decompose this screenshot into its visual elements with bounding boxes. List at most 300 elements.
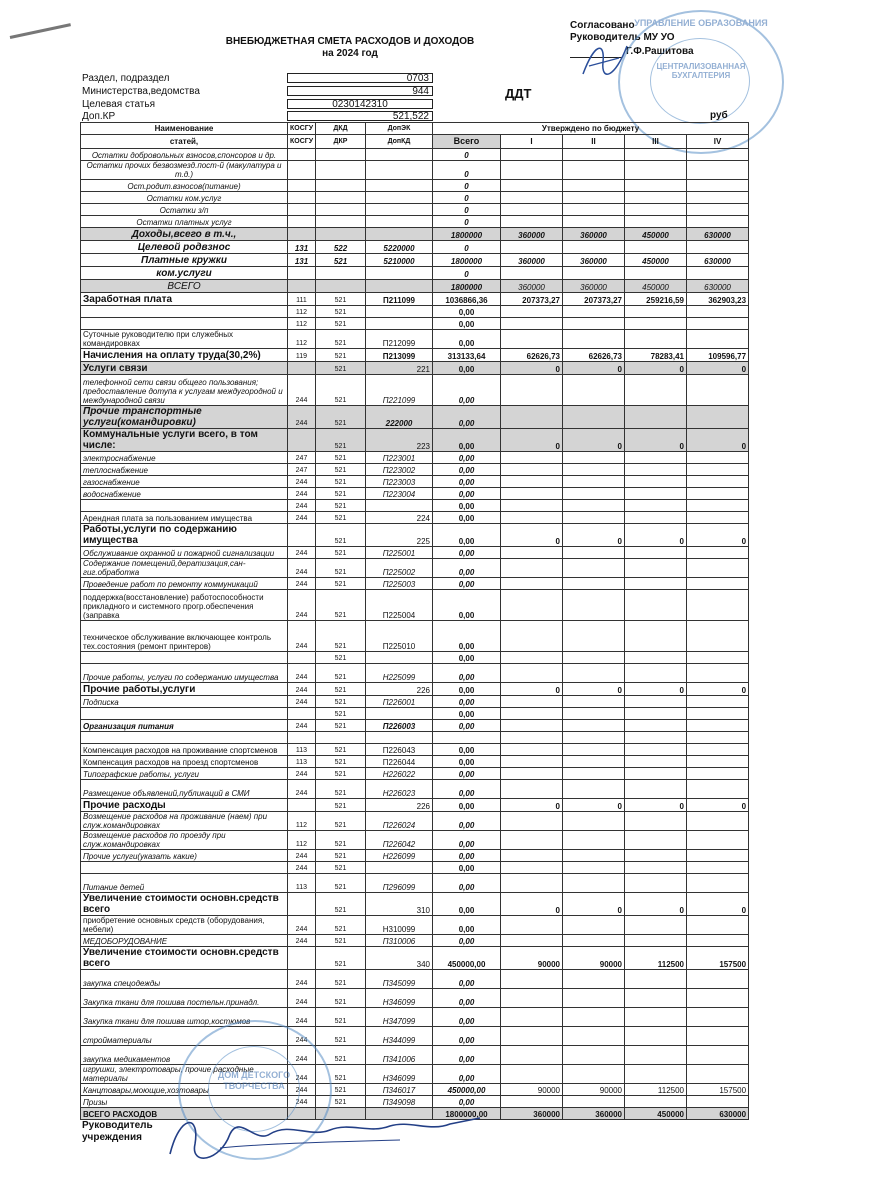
table-row [81,664,749,683]
cell-q3 [625,812,687,831]
cell-kosgu: 112 [288,306,316,318]
cell-q4: 0 [687,683,749,696]
cell-q2 [563,756,625,768]
cell-kosgu: 244 [288,590,316,621]
cell-kosgu [288,708,316,720]
cell-total: 0,00 [433,500,501,512]
stamp-top-inner: ЦЕНТРАЛИЗОВАННАЯ БУХГАЛТЕРИЯ [656,62,746,80]
cell-kosgu [288,180,316,192]
cell-q3 [625,488,687,500]
cell-q2 [563,664,625,683]
cell-total: 0,00 [433,780,501,799]
table-row [81,916,749,935]
cell-dkd: 521 [316,559,366,578]
cell-kosgu: 244 [288,578,316,590]
cell-q3 [625,1046,687,1065]
cell-q3 [625,578,687,590]
table-row [81,318,749,330]
cell-q1 [501,1096,563,1108]
cell-total: 0,00 [433,799,501,812]
col-dopek-h1: ДопЭК [366,123,433,135]
cell-dkd: 521 [316,1084,366,1096]
cell-q2 [563,874,625,893]
cell-q3 [625,664,687,683]
cell-kosgu: 244 [288,780,316,799]
cell-q3 [625,744,687,756]
cell-name: поддержка(восстановление) работоспособности прикладного и системного прогр.обеспечения (заправка [81,590,288,621]
cell-total: 0,00 [433,476,501,488]
cell-q3 [625,652,687,664]
cell-dkd: 521 [316,696,366,708]
table-row [81,161,749,180]
cell-kosgu: 244 [288,862,316,874]
cell-dop: Н344099 [366,1027,433,1046]
cell-q4 [687,1008,749,1027]
cell-q4 [687,744,749,756]
estimate-table [80,122,749,1120]
table-row [81,935,749,947]
cell-dop [366,862,433,874]
cell-q2 [563,488,625,500]
col-q2-h: II [563,135,625,149]
cell-dkd: 521 [316,1096,366,1108]
cell-q4 [687,850,749,862]
cell-q4 [687,756,749,768]
table-row [81,1027,749,1046]
table-row [81,254,749,267]
cell-name: Прочие работы,услуги [81,683,288,696]
cell-q4: 0 [687,362,749,375]
cell-q1 [501,756,563,768]
cell-q4: 0 [687,799,749,812]
cell-q1: 360000 [501,254,563,267]
cell-total: 0,00 [433,874,501,893]
scan-mark [10,23,71,39]
cell-q4 [687,768,749,780]
cell-q4: 157500 [687,1084,749,1096]
cell-dkd [316,732,366,744]
cell-kosgu [288,149,316,161]
cell-q4 [687,708,749,720]
cell-name: Призы [81,1096,288,1108]
cell-total: 0,00 [433,1008,501,1027]
cell-total: 0,00 [433,1027,501,1046]
cell-q3 [625,756,687,768]
cell-dkd: 521 [316,429,366,452]
table-row [81,216,749,228]
table-row [81,720,749,732]
cell-q1: 207373,27 [501,293,563,306]
cell-q4: 362903,23 [687,293,749,306]
cell-dkd: 521 [316,683,366,696]
cell-q4 [687,318,749,330]
cell-dkd [316,192,366,204]
cell-dkd: 522 [316,241,366,254]
cell-q1 [501,744,563,756]
cell-q1 [501,590,563,621]
cell-name [81,306,288,318]
cell-name: Канцтовары,моющие,хозтовары [81,1084,288,1096]
cell-q3 [625,708,687,720]
header-row-2 [81,135,749,149]
cell-q4 [687,1096,749,1108]
cell-dop: П226003 [366,720,433,732]
cell-q1 [501,500,563,512]
cell-q3: 0 [625,362,687,375]
cell-dop: П225004 [366,590,433,621]
cell-q3: 450000 [625,228,687,241]
cell-dkd: 521 [316,547,366,559]
cell-q3 [625,780,687,799]
cell-q1: 360000 [501,280,563,293]
cell-kosgu: 244 [288,1084,316,1096]
cell-q3 [625,1008,687,1027]
footer-signature-block [82,1120,153,1144]
cell-kosgu [288,267,316,280]
cell-q2: 0 [563,799,625,812]
cell-name: электроснабжение [81,452,288,464]
cell-dkd [316,180,366,192]
cell-total: 0,00 [433,590,501,621]
cell-q2 [563,512,625,524]
cell-dop: П212099 [366,330,433,349]
cell-q1 [501,452,563,464]
cell-q3 [625,559,687,578]
cell-q3 [625,267,687,280]
cell-dkd: 521 [316,330,366,349]
cell-q1 [501,874,563,893]
cell-q2: 0 [563,429,625,452]
cell-q3 [625,1065,687,1084]
cell-q1 [501,862,563,874]
cell-q1: 0 [501,893,563,916]
cell-q1 [501,970,563,989]
table-row [81,349,749,362]
cell-q1 [501,696,563,708]
cell-q4 [687,267,749,280]
cell-q4 [687,464,749,476]
cell-q4 [687,831,749,850]
cell-q2 [563,831,625,850]
cell-q2: 360000 [563,1108,625,1120]
cell-total: 450000,00 [433,947,501,970]
cell-name: теплоснабжение [81,464,288,476]
meta-value-target: 0230142310 [287,99,433,109]
cell-kosgu: 111 [288,293,316,306]
cell-q4 [687,780,749,799]
cell-dop: П225010 [366,621,433,652]
cell-total: 0,00 [433,756,501,768]
cell-q2 [563,696,625,708]
cell-name: ВСЕГО РАСХОДОВ [81,1108,288,1120]
cell-dkd: 521 [316,850,366,862]
cell-q2 [563,744,625,756]
cell-q1 [501,720,563,732]
cell-q2 [563,464,625,476]
cell-total: 0,00 [433,429,501,452]
table-row [81,696,749,708]
cell-q3 [625,732,687,744]
cell-q4: 157500 [687,947,749,970]
cell-dkd: 521 [316,452,366,464]
cell-q1 [501,318,563,330]
cell-dkd: 521 [316,708,366,720]
cell-name: Ост.родит.взносов(питание) [81,180,288,192]
cell-q1 [501,204,563,216]
cell-dop: П345099 [366,970,433,989]
cell-name: водоснабжение [81,488,288,500]
cell-q3 [625,768,687,780]
cell-total: 0 [433,267,501,280]
cell-q4: 630000 [687,1108,749,1120]
cell-q1 [501,559,563,578]
table-row [81,683,749,696]
cell-q2 [563,267,625,280]
cell-q1 [501,1065,563,1084]
cell-q1 [501,149,563,161]
cell-q3 [625,464,687,476]
approved-position: Руководитель МУ УО [570,32,675,43]
cell-q3 [625,621,687,652]
table-row [81,874,749,893]
cell-dop: Н346099 [366,1065,433,1084]
table-row [81,452,749,464]
cell-total: 0,00 [433,512,501,524]
cell-q4: 630000 [687,228,749,241]
cell-q3 [625,204,687,216]
cell-dkd: 521 [316,1008,366,1027]
cell-q3 [625,241,687,254]
cell-total: 0,00 [433,1046,501,1065]
cell-kosgu: 247 [288,452,316,464]
cell-name: Остатки платных услуг [81,216,288,228]
cell-q1: 360000 [501,228,563,241]
cell-kosgu [288,280,316,293]
cell-q3 [625,1096,687,1108]
cell-kosgu: 244 [288,970,316,989]
cell-total: 0,00 [433,970,501,989]
cell-q3 [625,452,687,464]
cell-name: Компенсация расходов на проживание спортсменов [81,744,288,756]
cell-q4 [687,241,749,254]
table-row [81,524,749,547]
cell-q4 [687,204,749,216]
cell-q2 [563,547,625,559]
cell-q1 [501,831,563,850]
cell-kosgu: 244 [288,406,316,429]
cell-kosgu: 113 [288,874,316,893]
cell-dop: П221099 [366,375,433,406]
cell-q3: 0 [625,799,687,812]
cell-dop: П296099 [366,874,433,893]
cell-kosgu: 244 [288,375,316,406]
cell-name: Начисления на оплату труда(30,2%) [81,349,288,362]
cell-q3 [625,696,687,708]
cell-q3 [625,850,687,862]
cell-q3 [625,149,687,161]
cell-q3 [625,720,687,732]
cell-dop: 226 [366,683,433,696]
cell-name: газоснабжение [81,476,288,488]
cell-total: 0,00 [433,850,501,862]
cell-total: 0,00 [433,375,501,406]
cell-q2 [563,149,625,161]
cell-total: 450000,00 [433,1084,501,1096]
cell-dop: П346017 [366,1084,433,1096]
cell-q3 [625,216,687,228]
cell-kosgu: 244 [288,664,316,683]
header-row-1 [81,123,749,135]
table-row [81,947,749,970]
table-row [81,1046,749,1065]
cell-q1: 0 [501,362,563,375]
cell-dop: П341006 [366,1046,433,1065]
cell-kosgu [288,216,316,228]
cell-total: 0,00 [433,547,501,559]
cell-q2: 0 [563,524,625,547]
table-row [81,559,749,578]
table-row [81,204,749,216]
cell-dop [366,306,433,318]
cell-name: Остатки прочих безвозмезд.пост-й (макулатура и т.д.) [81,161,288,180]
cell-q2 [563,216,625,228]
cell-kosgu [288,652,316,664]
cell-q3 [625,330,687,349]
cell-dop: П223004 [366,488,433,500]
cell-dkd: 521 [316,989,366,1008]
estimate-table-body [81,149,749,1120]
cell-dkd: 521 [316,318,366,330]
cell-dop: Н225099 [366,664,433,683]
cell-dkd: 521 [316,970,366,989]
cell-dkd: 521 [316,488,366,500]
cell-q2 [563,1008,625,1027]
director-signature [160,1104,500,1174]
cell-total: 0 [433,216,501,228]
cell-q1: 360000 [501,1108,563,1120]
cell-q1 [501,512,563,524]
cell-q1 [501,768,563,780]
cell-name [81,708,288,720]
cell-dop: П211099 [366,293,433,306]
cell-kosgu: 113 [288,744,316,756]
cell-q4 [687,180,749,192]
cell-dop [366,708,433,720]
cell-total: 0,00 [433,330,501,349]
meta-value-section: 0703 [287,73,433,83]
cell-kosgu [288,228,316,241]
cell-q4: 0 [687,524,749,547]
cell-q2 [563,452,625,464]
cell-q1 [501,578,563,590]
cell-name [81,732,288,744]
cell-q4 [687,720,749,732]
cell-total: 0,00 [433,893,501,916]
cell-dkd [316,280,366,293]
cell-dop: П225002 [366,559,433,578]
cell-q3 [625,161,687,180]
col-dkd-h1: ДКД [316,123,366,135]
cell-q1 [501,989,563,1008]
cell-dkd [316,149,366,161]
cell-q1: 0 [501,429,563,452]
col-kosgu-h1: КОСГУ [288,123,316,135]
cell-q2 [563,708,625,720]
document-title [190,36,510,60]
cell-total: 0,00 [433,464,501,476]
cell-q1 [501,330,563,349]
table-row [81,831,749,850]
cell-dkd: 521 [316,349,366,362]
cell-name: стройматериалы [81,1027,288,1046]
cell-dkd: 521 [316,1065,366,1084]
cell-total: 0,00 [433,362,501,375]
cell-name: Возмещение расходов по проезду при служ.командировках [81,831,288,850]
cell-q1 [501,664,563,683]
cell-name: Возмещение расходов на проживание (наем) при служ.командировках [81,812,288,831]
cell-q2 [563,192,625,204]
cell-q2 [563,720,625,732]
cell-total: 0,00 [433,621,501,652]
cell-q4 [687,970,749,989]
cell-q4: 0 [687,893,749,916]
cell-q2 [563,476,625,488]
table-row [81,590,749,621]
cell-name: Заработная плата [81,293,288,306]
table-row [81,1008,749,1027]
cell-q1: 90000 [501,947,563,970]
meta-label-target: Целевая статья [82,99,155,110]
cell-dop [366,204,433,216]
cell-dop [366,161,433,180]
cell-kosgu: 244 [288,989,316,1008]
cell-q2: 90000 [563,947,625,970]
cell-name: Увеличение стоимости основн.средств всего [81,947,288,970]
cell-q4 [687,732,749,744]
cell-q4 [687,935,749,947]
cell-dkd: 521 [316,862,366,874]
col-dopek-h2: ДопКД [366,135,433,149]
cell-dop: Н226023 [366,780,433,799]
cell-total: 0 [433,180,501,192]
col-approved-h: Утверждено по бюджету [433,123,749,135]
cell-dop [366,149,433,161]
cell-q2 [563,621,625,652]
cell-total: 0,00 [433,708,501,720]
cell-name: Прочие расходы [81,799,288,812]
cell-q1 [501,161,563,180]
table-row [81,306,749,318]
cell-q2 [563,578,625,590]
cell-total: 0,00 [433,831,501,850]
cell-kosgu: 244 [288,1046,316,1065]
cell-q4 [687,559,749,578]
cell-q1 [501,935,563,947]
table-row [81,512,749,524]
cell-dop: П223002 [366,464,433,476]
cell-q3 [625,970,687,989]
cell-q2 [563,375,625,406]
cell-kosgu: 131 [288,254,316,267]
table-row [81,812,749,831]
cell-dkd [316,204,366,216]
table-row [81,547,749,559]
cell-total: 0,00 [433,862,501,874]
cell-kosgu: 244 [288,916,316,935]
cell-kosgu: 244 [288,683,316,696]
currency-unit: руб [710,110,728,121]
table-row [81,241,749,254]
